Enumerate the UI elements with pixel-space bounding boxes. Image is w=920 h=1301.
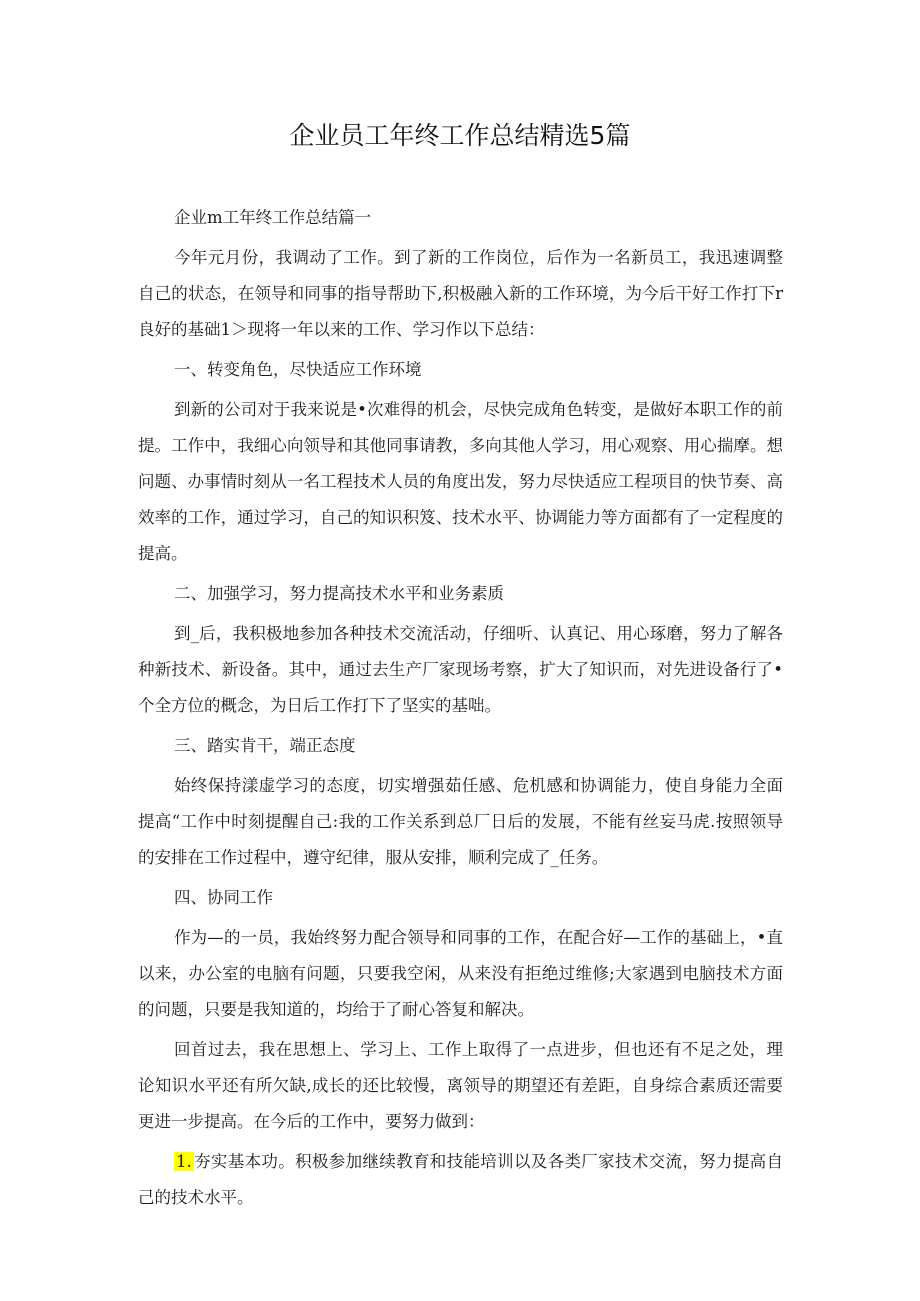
heading-2: 二、加强学习，努力提高技术水平和业务素质 [174, 584, 504, 603]
paragraph-1: 到新的公司对于我来说是•次难得的机会，尽快完成角色转变，是做好本职工作的前提。工作中，我细心向领导和其他同事请教，多向其他人学习，用心观察、用心揣摩。想问题、办事情时刻从一名工程技术人员的角度出发，努力尽快适应工程项目的快节奏、高效率的工作，通过学习，自己的知识积笈、技术水平、协调能力等方面都有了一定程度的提高。 [138, 400, 783, 563]
list-marker-highlight: 1. [176, 1152, 192, 1171]
paragraph-intro: 今年元月份，我调动了工作。到了新的工作岗位，后作为一名新员工，我迅速调整自己的状态，在领导和同事的指导帮助下,积极融入新的工作环境，为今后干好工作打下r良好的基础1＞现将一年以来的工作、学习作以下总结： [138, 248, 783, 339]
heading-1: 一、转变角色，尽快适应工作环境 [174, 360, 422, 379]
list-item-text: 夯实基本功。积极参加继续教育和技能培训以及各类厂家技术交流，努力提高自己的技术水平。 [138, 1152, 783, 1207]
paragraph-reflection: 回首过去，我在思想上、学习上、工作上取得了一点进步，但也还有不足之处，理论知识水平还有所欠缺,成长的还比较慢，离领导的期望还有差距，自身综合素质还需要更进一步提高。在今后的工作中，要努力做到： [138, 1040, 783, 1131]
heading-4: 四、协同工作 [174, 888, 273, 907]
section-subtitle: 企业m工年终工作总结篇一 [174, 208, 372, 227]
heading-3: 三、踏实肯干，端正态度 [174, 736, 356, 755]
paragraph-4: 作为—的一员，我始终努力配合领导和同事的工作，在配合好—工作的基础上，•直以来，办公室的电脑有问题，只要我空闲，从来没有拒绝过维修;大家遇到电脑技术方面的问题，只要是我知道的，均给于了耐心答复和解决。 [138, 928, 783, 1019]
paragraph-3: 始终保持漾虚学习的态度，切实增强茹任感、危机感和协调能力，使自身能力全面提高“工作中时刻提醒自己:我的工作关系到总厂日后的发展，不能有丝妄马虎.按照领导的安排在工作过程中，遵守纪律，服从安排，顺利完成了_任务。 [138, 776, 783, 867]
paragraph-2: 到_后，我积极地参加各种技术交流活动，仔细听、认真记、用心琢磨，努力了解各种新技术、新设备。其中，通过去生产厂家现场考察，扩大了知识而，对先进设备行了•个全方位的概念，为日后工作打下了坚实的基咄。 [138, 624, 783, 715]
document-title: 企业员工年终工作总结精选5篇 [289, 121, 631, 150]
list-item [138, 1144, 783, 1216]
document-body [138, 200, 783, 1216]
